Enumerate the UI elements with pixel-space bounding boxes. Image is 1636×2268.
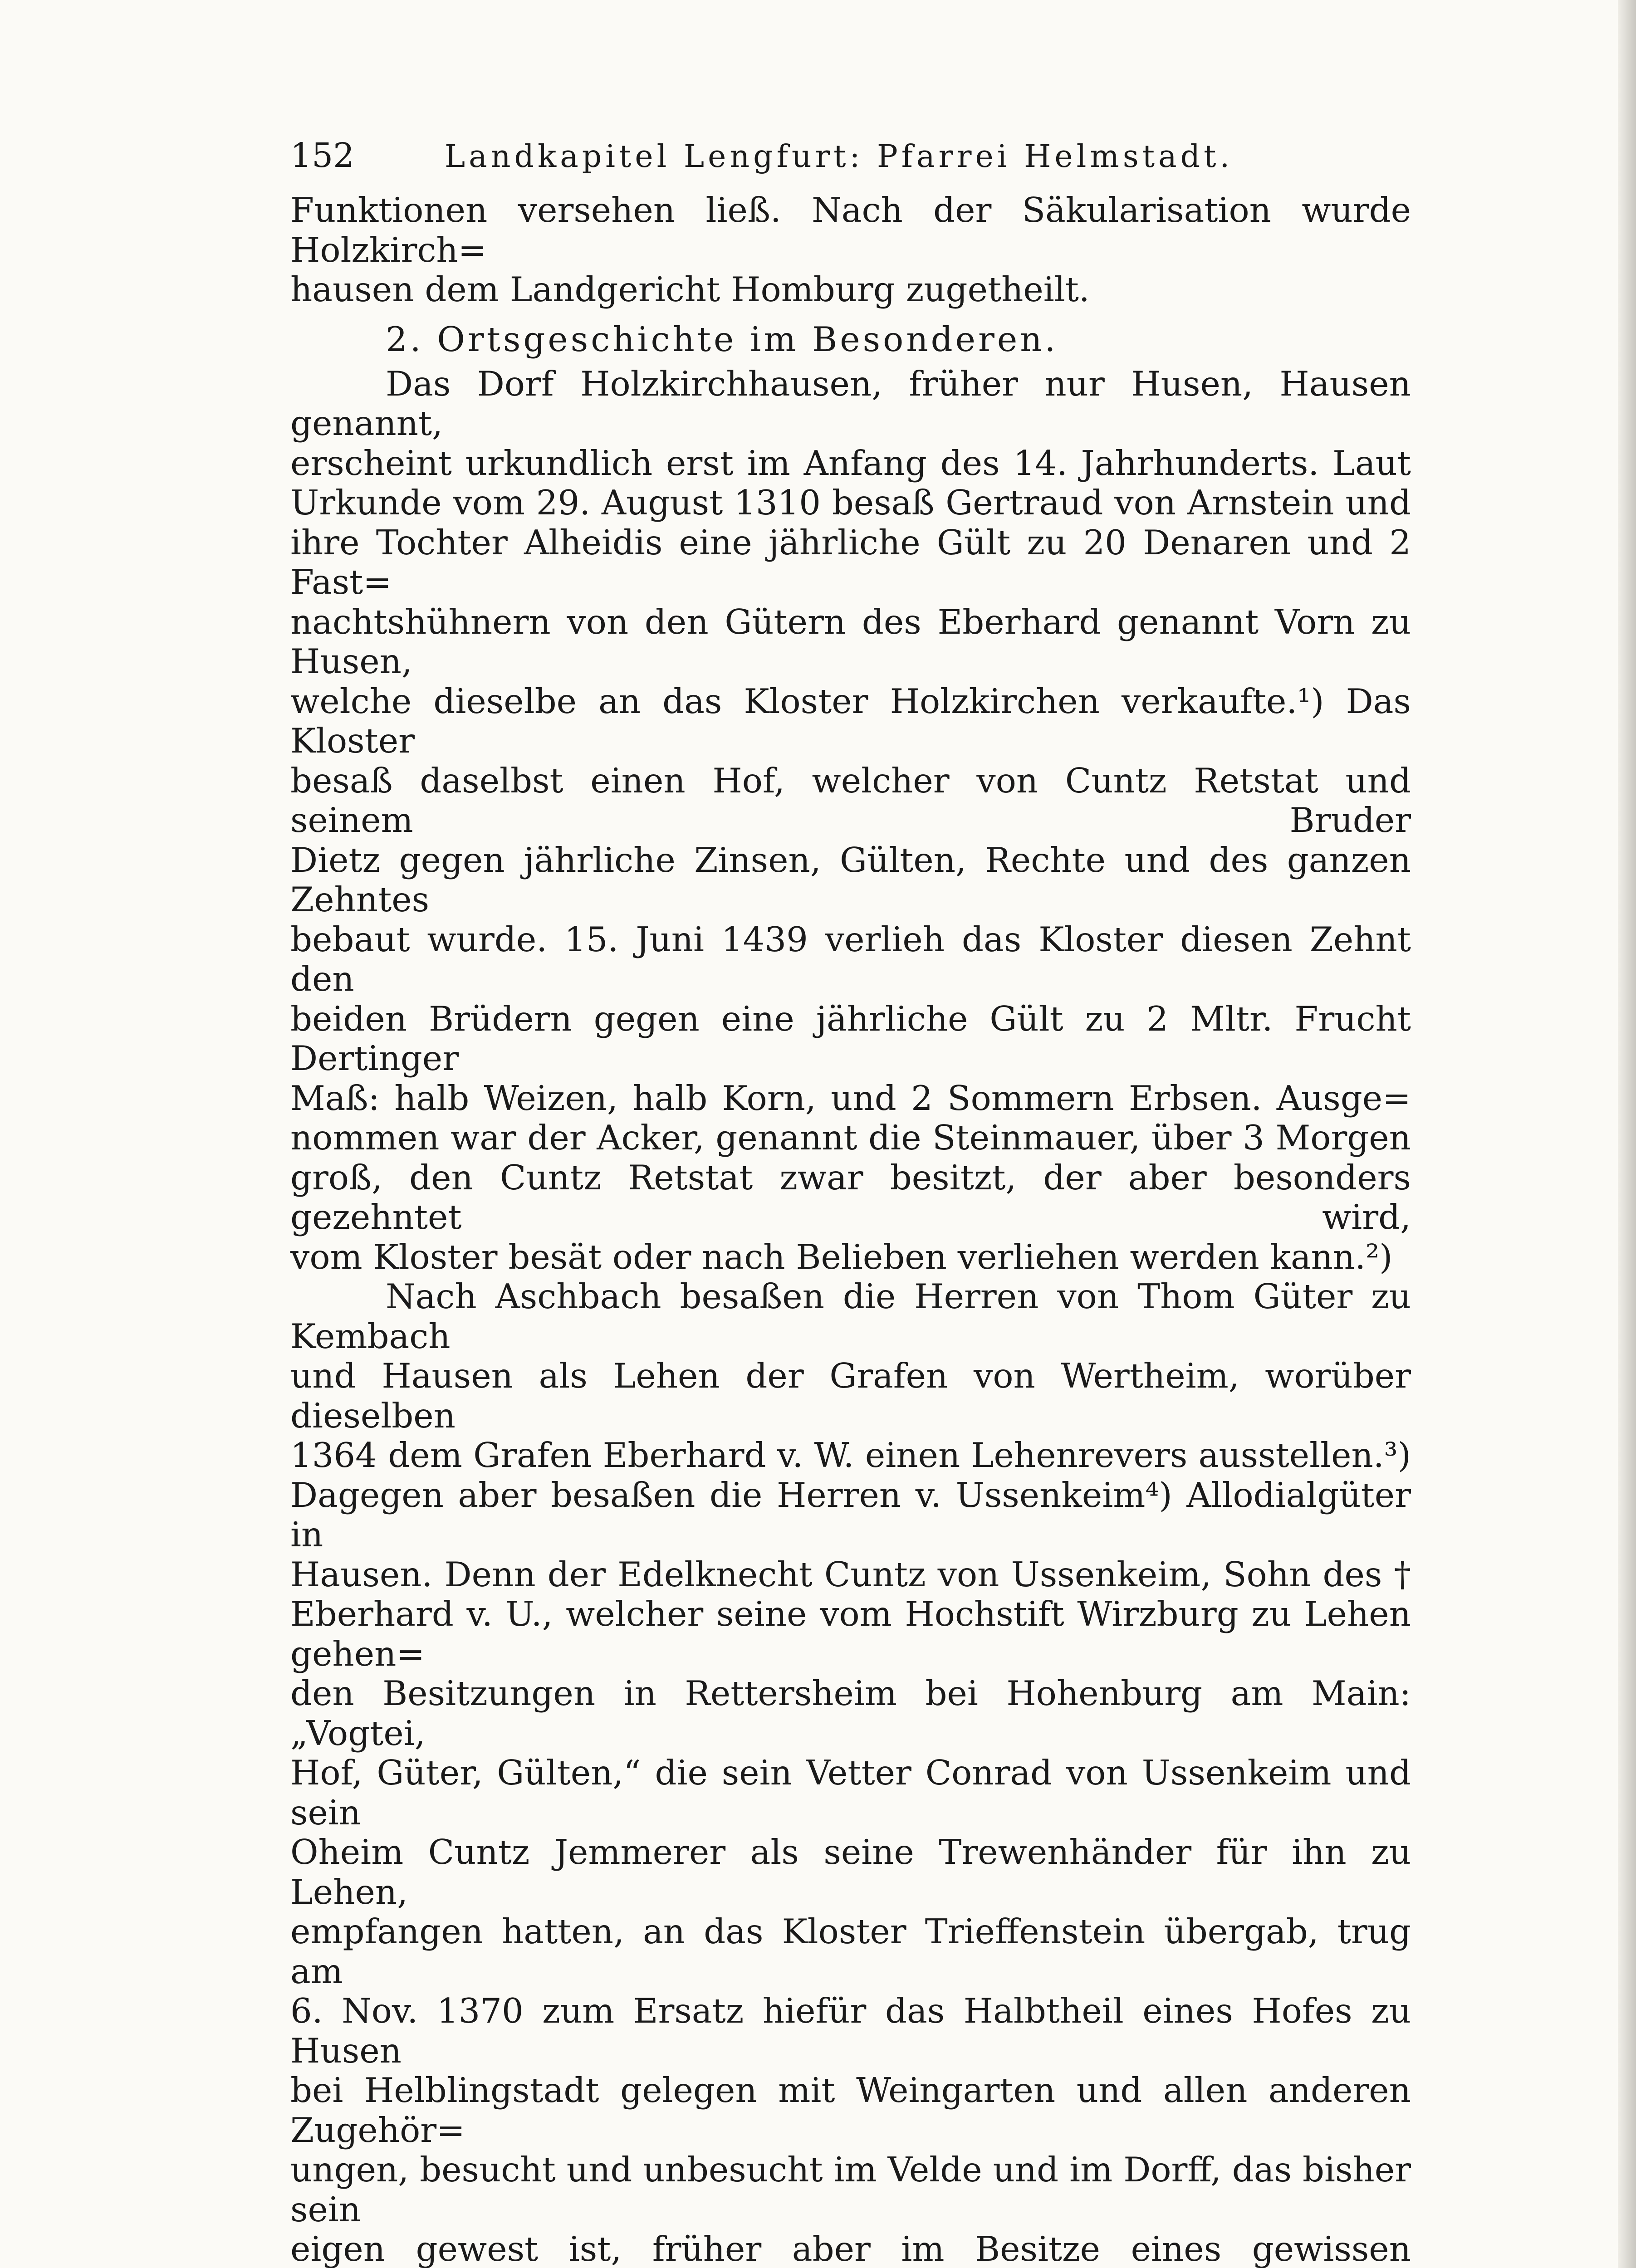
- text-line: Urkunde vom 29. August 1310 besaß Gertraud von Arnstein und: [290, 483, 1411, 523]
- text-line: empfangen hatten, an das Kloster Trieffenstein übergab, trug am: [290, 1911, 1411, 1991]
- text-line: groß, den Cuntz Retstat zwar besitzt, der aber besonders gezehntet wird,: [290, 1157, 1411, 1237]
- page-number: 152: [290, 136, 355, 175]
- text-line: Das Dorf Holzkirchhausen, früher nur Husen, Hausen genannt,: [290, 363, 1411, 443]
- text-line: erscheint urkundlich erst im Anfang des 14. Jahrhunderts. Laut: [290, 443, 1411, 483]
- text-line: nachtshühnern von den Gütern des Eberhard genannt Vorn zu Husen,: [290, 601, 1411, 681]
- text-line: hausen dem Landgericht Homburg zugetheilt.: [290, 269, 1090, 309]
- text-line: Hof, Güter, Gülten,“ die sein Vetter Conrad von Ussenkeim und sein: [290, 1753, 1411, 1833]
- text-line: beiden Brüdern gegen eine jährliche Gült zu 2 Mltr. Frucht Dertinger: [290, 998, 1411, 1078]
- page-header: [290, 136, 1411, 191]
- text-line: bebaut wurde. 15. Juni 1439 verlieh das Kloster diesen Zehnt den: [290, 919, 1411, 999]
- section-heading: 2. Ortsgeschichte im Besonderen.: [386, 319, 1058, 359]
- text-line: Oheim Cuntz Jemmerer als seine Trewenhänder für ihn zu Lehen,: [290, 1832, 1411, 1912]
- text-line: 1364 dem Grafen Eberhard v. W. einen Lehenrevers ausstellen.³): [290, 1435, 1411, 1475]
- running-head: Landkapitel Lengfurt: Pfarrei Helmstadt.: [445, 139, 1234, 175]
- page-edge-shadow: [1618, 0, 1636, 2268]
- text-line: Dietz gegen jährliche Zinsen, Gülten, Rechte und des ganzen Zehntes: [290, 840, 1411, 919]
- text-line: den Besitzungen in Rettersheim bei Hohenburg am Main: „Vogtei,: [290, 1673, 1411, 1753]
- text-line: besaß daselbst einen Hof, welcher von Cuntz Retstat und seinem Bruder: [290, 760, 1411, 840]
- text-line: bei Helblingstadt gelegen mit Weingarten und allen anderen Zugehör=: [290, 2070, 1411, 2150]
- text-line: eigen gewest ist, früher aber im Besitze eines gewissen: [290, 2229, 1411, 2268]
- text-line: Eberhard v. U., welcher seine vom Hochstift Wirzburg zu Lehen gehen=: [290, 1594, 1411, 1674]
- paragraph-1: [290, 364, 1411, 1277]
- text-line: ihre Tochter Alheidis eine jährliche Gült zu 20 Denaren und 2 Fast=: [290, 522, 1411, 602]
- body-text: [290, 191, 1411, 2268]
- text-line: vom Kloster besät oder nach Belieben verliehen werden kann.²): [290, 1237, 1393, 1277]
- text-line: ungen, besucht und unbesucht im Velde und im Dorff, das bisher sein: [290, 2150, 1411, 2229]
- text-line: und Hausen als Lehen der Grafen von Wertheim, worüber dieselben: [290, 1356, 1411, 1436]
- text-line: Dagegen aber besaßen die Herren v. Ussenkeim⁴) Allodialgüter in: [290, 1475, 1411, 1554]
- text-line: nommen war der Acker, genannt die Steinmauer, über 3 Morgen: [290, 1118, 1411, 1158]
- text-line: Hausen. Denn der Edelknecht Cuntz von Ussenkeim, Sohn des †: [290, 1554, 1411, 1594]
- text-line: Funktionen versehen ließ. Nach der Säkularisation wurde Holzkirch=: [290, 190, 1411, 270]
- text-line: 6. Nov. 1370 zum Ersatz hiefür das Halbtheil eines Hofes zu Husen: [290, 1991, 1411, 2071]
- paragraph-2: [290, 1277, 1411, 2268]
- text-line: welche dieselbe an das Kloster Holzkirchen verkaufte.¹) Das Kloster: [290, 681, 1411, 761]
- book-page: [290, 136, 1411, 2268]
- text-line: Nach Aschbach besaßen die Herren von Thom Güter zu Kembach: [290, 1276, 1411, 1356]
- text-line: Maß: halb Weizen, halb Korn, und 2 Sommern Erbsen. Ausge=: [290, 1078, 1411, 1118]
